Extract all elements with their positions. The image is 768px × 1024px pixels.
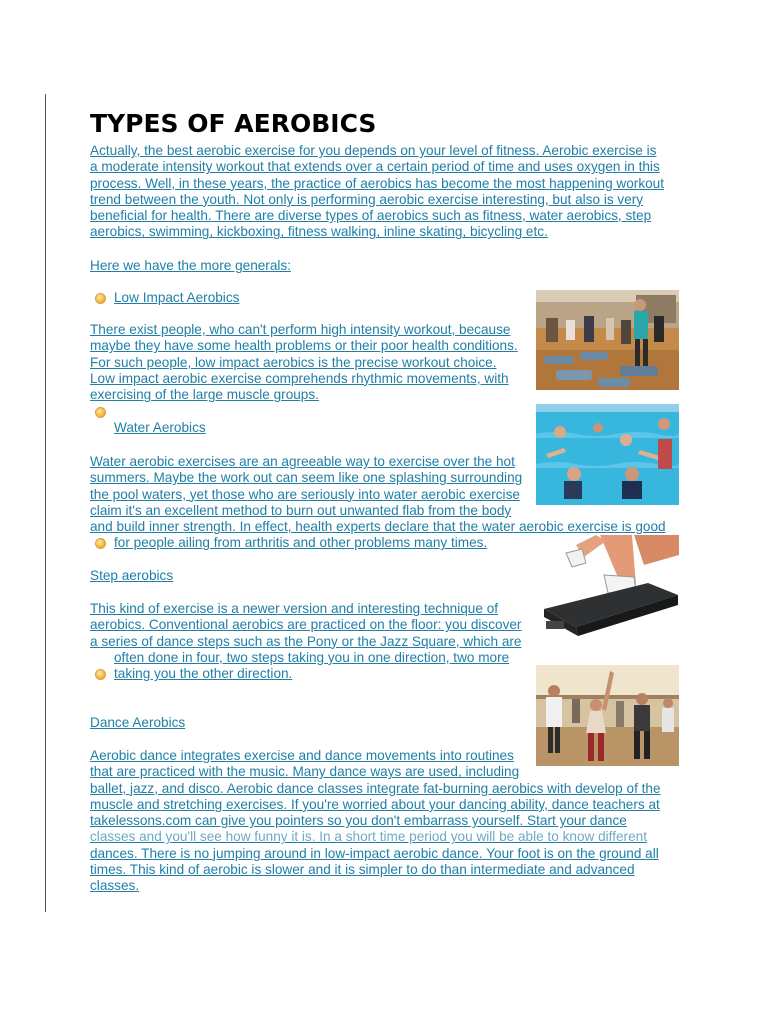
low-impact-line-1: There exist people, who can't perform high intensity workout, because bbox=[90, 322, 511, 337]
dance-line-8: times. This kind of aerobic is slower and it is simpler to do than intermediate and advanced bbox=[90, 862, 635, 878]
page-title: TYPES OF AEROBICS bbox=[90, 109, 377, 138]
intro-line-1: Actually, the best aerobic exercise for you depends on your level of fitness. Aerobic exercise is bbox=[90, 143, 657, 158]
water-line-6: for people ailing from arthritis and other problems many times. bbox=[114, 535, 488, 551]
dance-line-6: classes and you'll see how funny it is. In a short time period you will be able to know different bbox=[90, 829, 647, 845]
water-aerobics-photo bbox=[536, 404, 679, 505]
low-impact-line-3: For such people, low impact aerobics is the precise workout choice. bbox=[90, 354, 497, 370]
dance-line-4: muscle and stretching exercises. If you're worried about your dancing ability, dance teachers at bbox=[90, 796, 660, 812]
orange-bullet-icon bbox=[95, 538, 106, 549]
dance-line-7: dances. There is no jumping around in low-impact aerobic dance. Your foot is on the ground all bbox=[90, 845, 659, 861]
low-impact-aerobics-photo bbox=[536, 290, 679, 390]
step-line-4: often done in four, two steps taking you in one direction, two more bbox=[114, 649, 510, 665]
section-heading-step[interactable]: Step aerobics bbox=[90, 568, 174, 583]
orange-bullet-icon bbox=[95, 293, 106, 304]
intro-line-4: trend between the youth. Not only is performing aerobic exercise interesting, but also is very bbox=[90, 191, 644, 207]
dance-line-9: classes. bbox=[90, 878, 140, 894]
dance-line-1: Aerobic dance integrates exercise and dance movements into routines bbox=[90, 748, 514, 763]
low-impact-line-5: exercising of the large muscle groups. bbox=[90, 387, 319, 403]
orange-bullet-icon bbox=[95, 669, 106, 680]
step-line-1: This kind of exercise is a newer version and interesting technique of bbox=[90, 601, 499, 616]
intro-line-3: process. Well, in these years, the practice of aerobics has become the most happening workout bbox=[90, 175, 665, 191]
orange-bullet-icon bbox=[95, 407, 106, 418]
intro-line-2: a moderate intensity workout that extends over a certain period of time and uses oxygen in this bbox=[90, 159, 660, 175]
step-line-3: a series of dance steps such as the Pony or the Jazz Square, which are bbox=[90, 633, 522, 649]
dance-line-5: takelessons.com can give you pointers so you don't embarrass yourself. Start your dance bbox=[90, 813, 627, 829]
dance-line-3: ballet, jazz, and disco. Aerobic dance classes integrate fat-burning aerobics with develop of the bbox=[90, 780, 661, 796]
intro-line-5: beneficial for health. There are diverse types of aerobics such as fitness, water aerobics, step bbox=[90, 208, 652, 224]
section-heading-water[interactable]: Water Aerobics bbox=[114, 420, 206, 435]
page-margin-line bbox=[45, 94, 46, 912]
intro-paragraph[interactable] bbox=[90, 143, 680, 241]
dance-paragraph[interactable] bbox=[90, 748, 680, 895]
low-impact-line-2: maybe they have some health problems or their poor health conditions. bbox=[90, 338, 518, 354]
generals-link[interactable]: Here we have the more generals: bbox=[90, 258, 291, 273]
step-paragraph[interactable] bbox=[90, 601, 530, 682]
water-line-2: summers. Maybe the work out can seem like one splashing surrounding bbox=[90, 470, 523, 486]
dance-aerobics-photo bbox=[536, 665, 679, 766]
step-line-2: aerobics. Conventional aerobics are practiced on the floor: you discover bbox=[90, 617, 522, 633]
water-line-1: Water aerobic exercises are an agreeable way to exercise over the hot bbox=[90, 454, 515, 469]
section-heading-dance[interactable]: Dance Aerobics bbox=[90, 715, 186, 730]
water-line-3: the pool waters, yet those who are seriously into water aerobic exercise bbox=[90, 486, 520, 502]
water-line-5: and build inner strength. In effect, health experts declare that the water aerobic exercise is good bbox=[90, 519, 666, 535]
dance-line-2: that are practiced with the music. Many dance ways are used, including bbox=[90, 764, 520, 780]
low-impact-line-4: Low impact aerobic exercise comprehends rhythmic movements, with bbox=[90, 370, 509, 386]
low-impact-paragraph[interactable] bbox=[90, 322, 530, 403]
step-aerobics-photo bbox=[536, 535, 679, 636]
intro-line-6: aerobics, swimming, kickboxing, fitness walking, inline skating, bicycling etc. bbox=[90, 224, 548, 240]
section-heading-low-impact[interactable]: Low Impact Aerobics bbox=[114, 290, 240, 305]
water-line-4: claim it's an excellent method to burn out unwanted flab from the body bbox=[90, 502, 512, 518]
step-line-5: taking you the other direction. bbox=[114, 666, 293, 682]
